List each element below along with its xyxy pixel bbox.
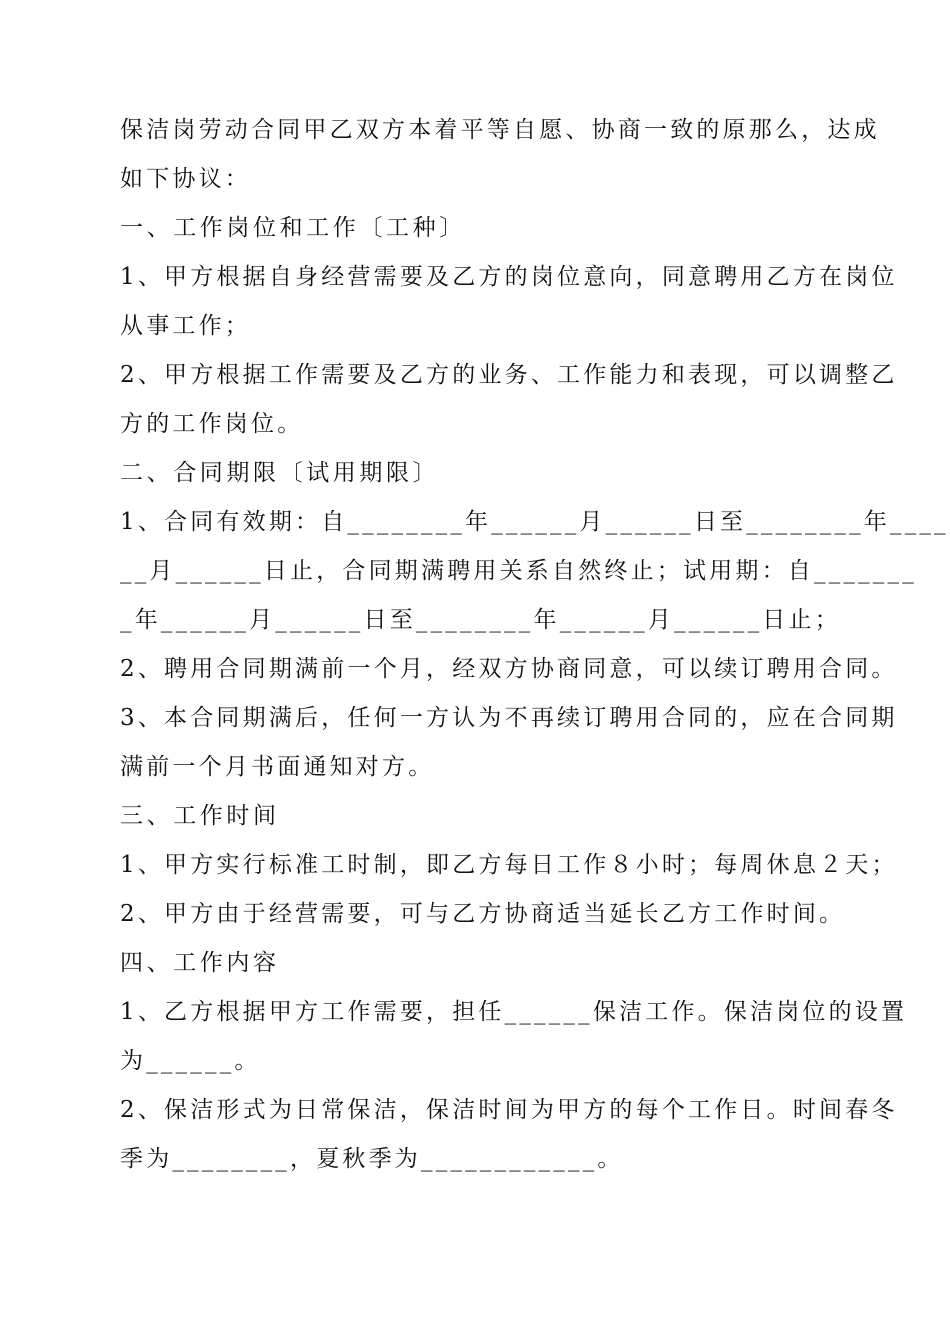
clause-3-2: 2、甲方由于经营需要，可与乙方协商适当延长乙方工作时间。 <box>120 901 846 927</box>
clause-3-1: 1、甲方实行标准工时制，即乙方每日工作８小时；每周休息２天； <box>120 852 898 878</box>
clause-4-1-line-1: 1、乙方根据甲方工作需要，担任______保洁工作。保洁岗位的设置 <box>120 999 908 1025</box>
clause-4-1-line-2: 为______。 <box>120 1048 261 1074</box>
clause-4-2-line-2: 季为________，夏秋季为____________。 <box>120 1146 624 1172</box>
section-heading-1: 一、工作岗位和工作〔工种〕 <box>120 215 466 241</box>
section-heading-3: 三、工作时间 <box>120 803 280 829</box>
clause-1-2-line-1: 2、甲方根据工作需要及乙方的业务、工作能力和表现，可以调整乙 <box>120 362 898 388</box>
section-heading-2: 二、合同期限〔试用期限〕 <box>120 460 440 486</box>
clause-2-1-line-1: 1、合同有效期：自________年______月______日至________年____ <box>120 509 949 535</box>
paragraph-intro-line-1: 保洁岗劳动合同甲乙双方本着平等自愿、协商一致的原那么，达成 <box>120 117 880 143</box>
clause-2-3-line-1: 3、本合同期满后，任何一方认为不再续订聘用合同的，应在合同期 <box>120 705 898 731</box>
clause-2-1-line-3: _年______月______日至________年______月______日止； <box>120 607 841 633</box>
clause-1-1-line-1: 1、甲方根据自身经营需要及乙方的岗位意向，同意聘用乙方在岗位 <box>120 264 898 290</box>
clause-1-2-line-2: 方的工作岗位。 <box>120 411 304 437</box>
clause-4-2-line-1: 2、保洁形式为日常保洁，保洁时间为甲方的每个工作日。时间春冬 <box>120 1097 898 1123</box>
clause-2-1-line-2: __月______日止，合同期满聘用关系自然终止；试用期：自_______ <box>120 558 917 584</box>
clause-2-2: 2、聘用合同期满前一个月，经双方协商同意，可以续订聘用合同。 <box>120 656 898 682</box>
clause-2-3-line-2: 满前一个月书面通知对方。 <box>120 754 435 780</box>
section-heading-4: 四、工作内容 <box>120 950 280 976</box>
clause-1-1-line-2: 从事工作； <box>120 313 251 339</box>
paragraph-intro-line-2: 如下协议： <box>120 166 251 192</box>
document-body <box>120 106 949 1184</box>
